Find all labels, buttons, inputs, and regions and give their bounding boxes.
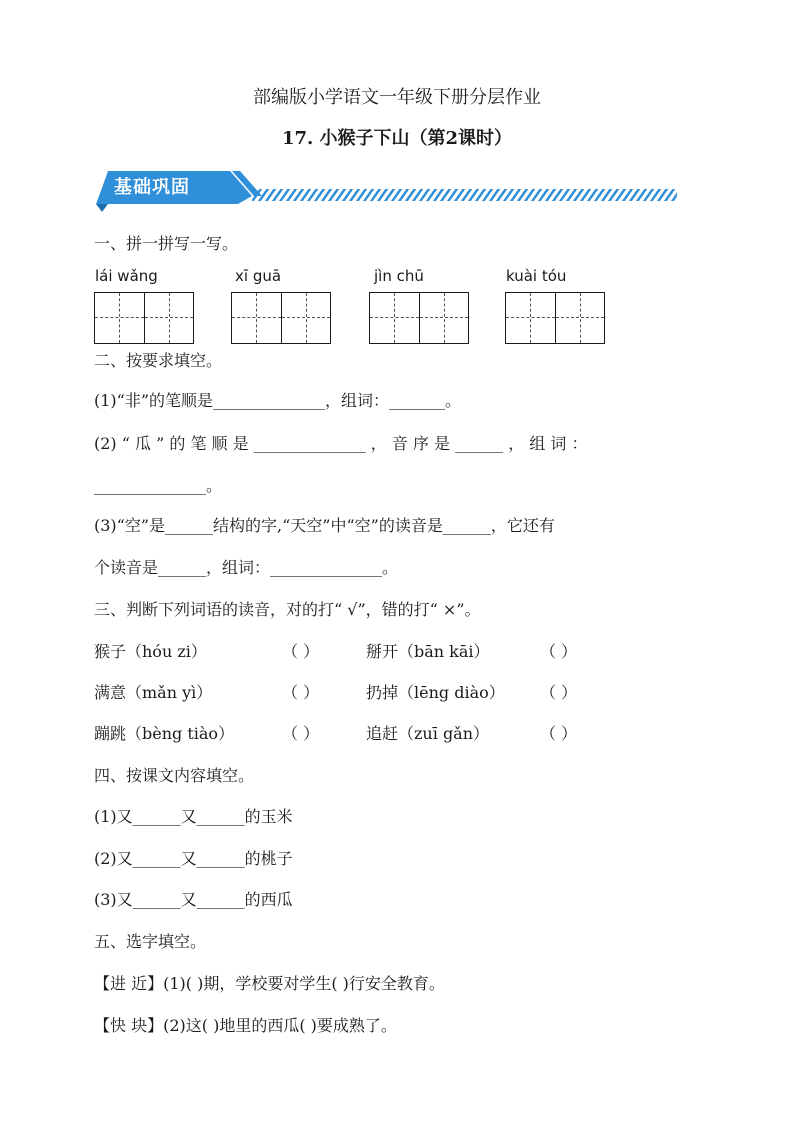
writing-grid-3[interactable]: [369, 292, 469, 344]
judge-word-4: 扔掉（lēng diào）: [366, 683, 505, 702]
fill-line-2: (2)又______又______的桃子: [94, 849, 293, 868]
grid-cell[interactable]: [506, 293, 555, 343]
section3-heading: 三、判断下列词语的读音，对的打“ √”，错的打“ ×”。: [94, 600, 481, 619]
grid-cell[interactable]: [419, 293, 468, 343]
judge-answer-6[interactable]: （ ）: [540, 724, 578, 743]
lesson-title: 17. 小猴子下山（第2课时）: [281, 128, 513, 149]
question-2-2: (2) “ 瓜 ” 的 笔 顺 是 ______________ ， 音 序 是 ______ ， 组 词 ：: [94, 434, 588, 453]
writing-grid-2[interactable]: [231, 292, 331, 344]
judge-word-2: 掰开（bān kāi）: [366, 642, 490, 661]
choose-line-2: 【快 块】(2)这( )地里的西瓜( )要成熟了。: [94, 1016, 397, 1035]
grid-cell[interactable]: [95, 293, 144, 343]
section5-heading: 五、选字填空。: [94, 932, 207, 951]
question-2-3: (3)“空”是______结构的字,“天空”中“空”的读音是______，它还有: [94, 516, 555, 535]
judge-answer-3[interactable]: （ ）: [282, 683, 320, 702]
writing-grid-1[interactable]: [94, 292, 194, 344]
banner-stripes: [252, 189, 677, 201]
pinyin-1: lái wǎng: [95, 267, 158, 285]
banner-label: 基础巩固: [114, 177, 190, 198]
judge-answer-1[interactable]: （ ）: [282, 642, 320, 661]
grid-cell[interactable]: [555, 293, 604, 343]
grid-cell[interactable]: [144, 293, 193, 343]
grid-cell[interactable]: [370, 293, 419, 343]
judge-answer-5[interactable]: （ ）: [282, 724, 320, 743]
section4-heading: 四、按课文内容填空。: [94, 766, 255, 785]
section2-heading: 二、按要求填空。: [94, 351, 223, 370]
writing-grid-4[interactable]: [505, 292, 605, 344]
banner-fold: [96, 204, 108, 212]
judge-answer-2[interactable]: （ ）: [540, 642, 578, 661]
fill-line-3: (3)又______又______的西瓜: [94, 890, 293, 909]
pinyin-2: xī guā: [235, 267, 282, 285]
judge-word-3: 满意（mǎn yì）: [94, 683, 213, 702]
judge-word-1: 猴子（hóu zi）: [94, 642, 207, 661]
judge-word-5: 蹦跳（bèng tiào）: [94, 724, 235, 743]
pinyin-3: jìn chū: [374, 267, 424, 285]
pinyin-4: kuài tóu: [506, 267, 567, 285]
document-title: 部编版小学语文一年级下册分层作业: [253, 87, 541, 108]
question-2-1: (1)“非”的笔顺是______________，组词：_______。: [94, 391, 462, 410]
choose-line-1: 【进 近】(1)( )期，学校要对学生( )行安全教育。: [94, 974, 445, 993]
section1-heading: 一、拼一拼写一写。: [94, 234, 239, 253]
fill-line-1: (1)又______又______的玉米: [94, 807, 293, 826]
grid-cell[interactable]: [281, 293, 330, 343]
judge-word-6: 追赶（zuī gǎn）: [366, 724, 490, 743]
question-2-3-cont: 个读音是______，组词：______________。: [94, 558, 399, 577]
grid-cell[interactable]: [232, 293, 281, 343]
judge-answer-4[interactable]: （ ）: [540, 683, 578, 702]
question-2-2-cont: ______________。: [94, 476, 223, 495]
